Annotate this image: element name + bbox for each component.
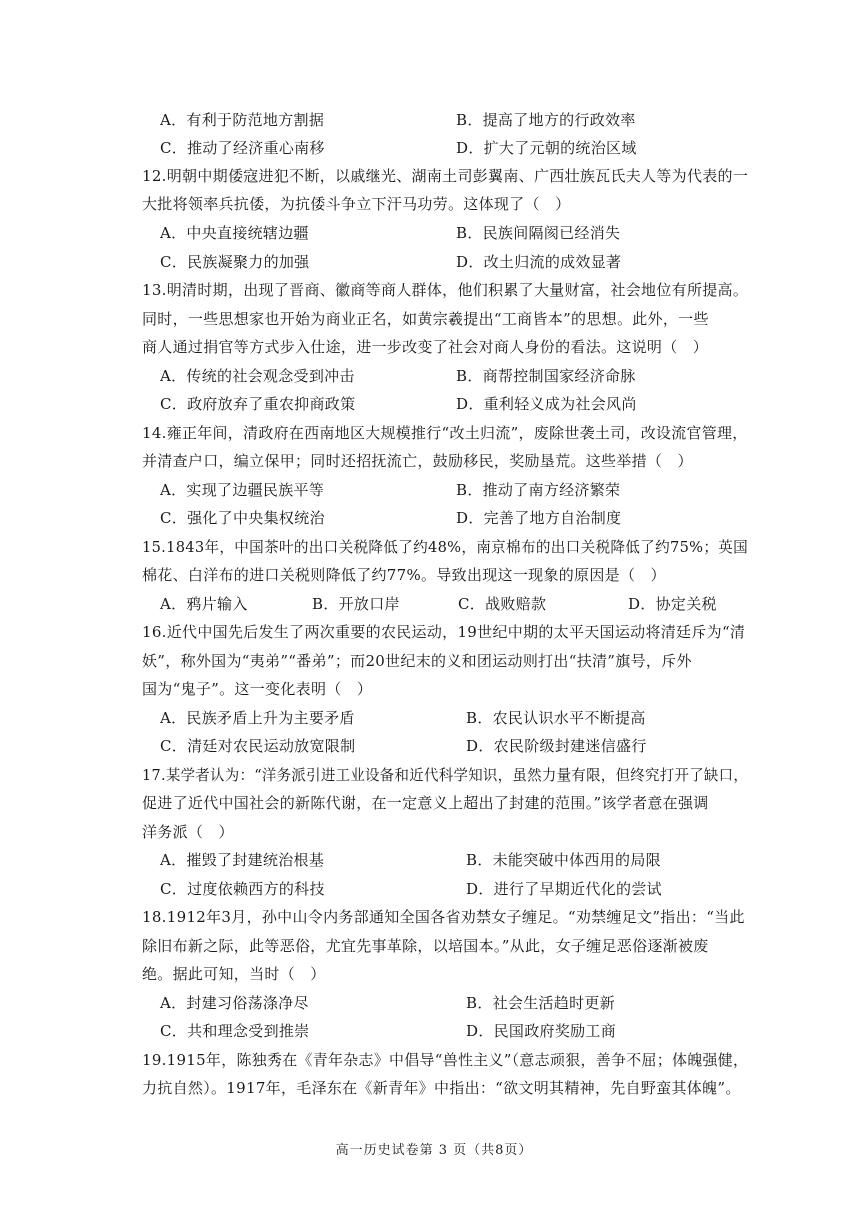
q12-stem-line-1: 12.明朝中期倭寇进犯不断，以戚继光、湖南土司彭翼南、广西壮族瓦氏夫人等为代表的一 (142, 167, 749, 185)
q17-option-a: A．摧毁了封建统治根基 (160, 851, 325, 869)
q13-option-d: D．重利轻义成为社会风尚 (456, 395, 637, 413)
q18-option-b: B．社会生活趋时更新 (466, 994, 616, 1012)
q13-stem-line-1: 13.明清时期，出现了晋商、徽商等商人群体，他们积累了大量财富，社会地位有所提高。 (142, 281, 749, 299)
q17-option-c: C．过度依赖西方的科技 (160, 880, 325, 898)
q15-option-c: C．战败赔款 (458, 595, 547, 613)
page-footer: 高一历史试卷第 3 页（共8页） (335, 1143, 533, 1158)
q11-option-c: C．推动了经济重心南移 (160, 139, 325, 157)
q11-option-d: D．扩大了元朝的统治区域 (456, 139, 637, 157)
q14-option-b: B．推动了南方经济繁荣 (456, 481, 621, 499)
q18-stem-line-3: 绝。据此可知，当时（ ） (142, 965, 326, 983)
q18-stem-line-1: 18.1912年3月，孙中山令内务部通知全国各省劝禁女子缠足。“劝禁缠足文”指出：“当此 (142, 908, 745, 926)
q16-option-d: D．农民阶级封建迷信盛行 (466, 737, 647, 755)
q18-option-d: D．民国政府奖励工商 (466, 1022, 617, 1040)
q16-stem-line-3: 国为“鬼子”。这一变化表明（ ） (142, 680, 373, 698)
q15-option-b: B．开放口岸 (312, 595, 400, 613)
q11-option-a: A．有利于防范地方割据 (160, 111, 325, 129)
q14-stem-line-2: 并清查户口，编立保甲；同时还招抚流亡，鼓励移民，奖励垦荒。这些举措（ ） (142, 452, 693, 470)
q19-stem-line-1: 19.1915年，陈独秀在《青年杂志》中倡导“兽性主义”（意志顽狠，善争不屈；体魄强健， (142, 1051, 749, 1069)
q17-stem-line-2: 促进了近代中国社会的新陈代谢，在一定意义上超出了封建的范围。”该学者意在强调 (142, 794, 709, 812)
q18-option-a: A．封建习俗荡涤净尽 (160, 994, 309, 1012)
q13-stem-line-2: 同时，一些思想家也开始为商业正名，如黄宗羲提出“工商皆本”的思想。此外，一些 (142, 310, 709, 328)
q16-stem-line-1: 16.近代中国先后发生了两次重要的农民运动，19世纪中期的太平天国运动将清廷斥为“清 (142, 623, 746, 641)
q18-stem-line-2: 除旧布新之际，此等恶俗，尤宜先事革除，以培国本。”从此，女子缠足恶俗逐渐被废 (142, 937, 709, 955)
q15-stem-line-1: 15.1843年，中国茶叶的出口关税降低了约48%，南京棉布的出口关税降低了约75%；英国 (142, 538, 749, 556)
q14-option-d: D．完善了地方自治制度 (456, 509, 622, 527)
q15-option-d: D．协定关税 (628, 595, 717, 613)
q12-option-c: C．民族凝聚力的加强 (160, 253, 310, 271)
q16-option-b: B．农民认识水平不断提高 (466, 709, 646, 727)
q18-option-c: C．共和理念受到推崇 (160, 1022, 310, 1040)
q17-option-b: B．未能突破中体西用的局限 (466, 851, 661, 869)
q12-option-a: A．中央直接统辖边疆 (160, 224, 309, 242)
q17-stem-line-1: 17.某学者认为：“洋务派引进工业设备和近代科学知识，虽然力量有限，但终究打开了缺口， (142, 766, 749, 784)
q16-option-c: C．清廷对农民运动放宽限制 (160, 737, 356, 755)
q14-stem-line-1: 14.雍正年间，清政府在西南地区大规模推行“改土归流”，废除世袭土司，改设流官管理， (142, 424, 748, 442)
q12-option-d: D．改土归流的成效显著 (456, 253, 622, 271)
q16-stem-line-2: 妖”，称外国为“夷弟”“番弟”；而20世纪末的义和团运动则打出“扶清”旗号，斥外 (142, 652, 692, 670)
q14-option-c: C．强化了中央集权统治 (160, 509, 325, 527)
q13-option-c: C．政府放弃了重农抑商政策 (160, 395, 356, 413)
q15-stem-line-2: 棉花、白洋布的进口关税则降低了约77%。导致出现这一现象的原因是（ ） (142, 566, 666, 584)
q12-option-b: B．民族间隔阂已经消失 (456, 224, 621, 242)
q13-option-b: B．商帮控制国家经济命脉 (456, 367, 636, 385)
q16-option-a: A．民族矛盾上升为主要矛盾 (160, 709, 355, 727)
q19-stem-line-2: 力抗自然）。1917年，毛泽东在《新青年》中指出：“欲文明其精神，先自野蛮其体魄”。 (142, 1079, 741, 1097)
q12-stem-line-2: 大批将领率兵抗倭，为抗倭斗争立下汗马功劳。这体现了（ ） (142, 195, 571, 213)
q13-stem-line-3: 商人通过捐官等方式步入仕途，进一步改变了社会对商人身份的看法。这说明（ ） (142, 338, 709, 356)
q11-option-b: B．提高了地方的行政效率 (456, 111, 636, 129)
q15-option-a: A．鸦片输入 (160, 595, 248, 613)
q17-stem-line-3: 洋务派（ ） (142, 823, 234, 841)
q13-option-a: A．传统的社会观念受到冲击 (160, 367, 355, 385)
q14-option-a: A．实现了边疆民族平等 (160, 481, 325, 499)
q17-option-d: D．进行了早期近代化的尝试 (466, 880, 662, 898)
